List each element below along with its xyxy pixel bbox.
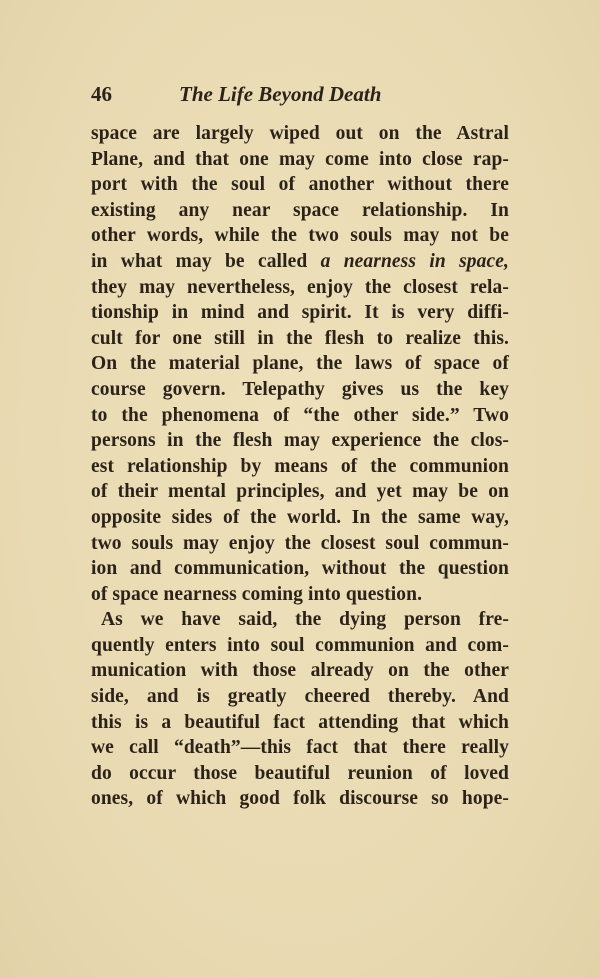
text-line: two souls may enjoy the closest soul commun- (91, 532, 509, 554)
text-line: persons in the flesh may experience the clos- (91, 430, 509, 452)
text-line: port with the soul of another without there (91, 174, 509, 196)
body-text (91, 121, 509, 812)
text-line: other words, while the two souls may not be (91, 225, 509, 247)
text-line: of space nearness coming into question. (91, 583, 423, 605)
text-line: cult for one still in the flesh to realize this. (91, 327, 509, 349)
text-line: ones, of which good folk discourse so hope- (91, 788, 509, 810)
text-line: est relationship by means of the communion (91, 455, 509, 477)
text-line: side, and is greatly cheered thereby. And (91, 686, 509, 708)
italic-phrase: a nearness in space, (320, 250, 509, 272)
text-line: On the material plane, the laws of space of (91, 353, 509, 375)
text-line: do occur those beautiful reunion of loved (91, 762, 509, 784)
text-line: Plane, and that one may come into close rap- (91, 148, 509, 170)
page-number: 46 (91, 82, 112, 106)
text-line: existing any near space relationship. In (91, 199, 509, 221)
text-line (91, 249, 509, 275)
text-line: this is a beautiful fact attending that which (91, 711, 509, 733)
text-line: they may nevertheless, enjoy the closest rela- (91, 276, 509, 298)
text-line: we call “death”—this fact that there really (91, 737, 509, 759)
text-span: in what may be called (91, 250, 308, 272)
text-line: course govern. Telepathy gives us the key (91, 378, 509, 400)
text-line: munication with those already on the other (91, 660, 509, 682)
text-line: opposite sides of the world. In the same way, (91, 506, 509, 528)
text-line: quently enters into soul communion and com- (91, 634, 509, 656)
text-line: ion and communication, without the question (91, 558, 509, 580)
page-header (91, 82, 508, 112)
text-line: to the phenomena of “the other side.” Two (91, 404, 509, 426)
text-line: space are largely wiped out on the Astral (91, 123, 509, 144)
text-line: As we have said, the dying person fre- (101, 609, 509, 631)
running-title: The Life Beyond Death (179, 82, 382, 106)
text-line: of their mental principles, and yet may be on (91, 481, 509, 503)
text-line: tionship in mind and spirit. It is very diffi- (91, 302, 509, 324)
